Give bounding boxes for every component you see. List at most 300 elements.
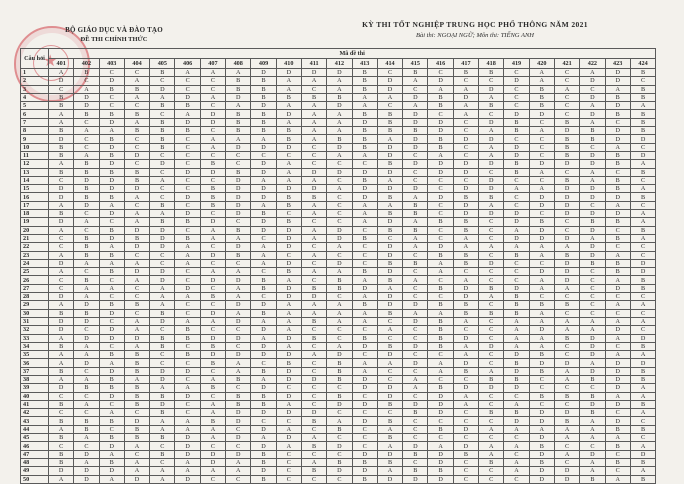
- answer-cell: B: [99, 417, 124, 425]
- answer-cell: A: [74, 458, 99, 466]
- answer-cell: D: [630, 151, 655, 159]
- answer-cell: C: [479, 77, 504, 85]
- answer-cell: B: [529, 392, 554, 400]
- answer-cell: B: [251, 276, 276, 284]
- answer-cell: D: [200, 118, 225, 126]
- answer-cell: D: [580, 226, 605, 234]
- answer-cell: B: [150, 218, 175, 226]
- answer-cell: B: [630, 375, 655, 383]
- answer-cell: C: [124, 409, 149, 417]
- answer-cell: B: [630, 367, 655, 375]
- answer-cell: D: [49, 77, 74, 85]
- answer-cell: D: [200, 110, 225, 118]
- answer-cell: C: [99, 293, 124, 301]
- answer-cell: D: [377, 475, 402, 483]
- answer-cell: D: [49, 259, 74, 267]
- answer-cell: B: [352, 176, 377, 184]
- answer-cell: A: [630, 317, 655, 325]
- answer-cell: C: [377, 409, 402, 417]
- answer-cell: C: [580, 268, 605, 276]
- answer-cell: A: [352, 93, 377, 101]
- answer-cell: C: [99, 69, 124, 77]
- answer-cell: A: [529, 317, 554, 325]
- answer-cell: C: [200, 301, 225, 309]
- answer-cell: A: [226, 69, 251, 77]
- answer-cell: D: [276, 110, 301, 118]
- answer-cell: D: [529, 160, 554, 168]
- answer-cell: A: [327, 301, 352, 309]
- answer-cell: D: [276, 284, 301, 292]
- answer-cell: D: [175, 168, 200, 176]
- answer-cell: B: [554, 118, 579, 126]
- answer-cell: B: [74, 160, 99, 168]
- question-number: 37: [21, 367, 49, 375]
- question-number: 9: [21, 135, 49, 143]
- answer-cell: A: [301, 135, 326, 143]
- answer-cell: B: [276, 359, 301, 367]
- answer-cell: A: [377, 176, 402, 184]
- answer-cell: C: [200, 243, 225, 251]
- answer-cell: C: [403, 334, 428, 342]
- answer-cell: B: [99, 193, 124, 201]
- answer-cell: C: [124, 450, 149, 458]
- answer-cell: A: [251, 243, 276, 251]
- answer-cell: D: [605, 400, 630, 408]
- answer-cell: A: [352, 201, 377, 209]
- answer-cell: C: [175, 135, 200, 143]
- answer-cell: C: [200, 475, 225, 483]
- answer-cell: C: [428, 434, 453, 442]
- answer-cell: B: [630, 93, 655, 101]
- answer-cell: C: [479, 434, 504, 442]
- answer-cell: A: [301, 268, 326, 276]
- answer-cell: C: [529, 293, 554, 301]
- answer-cell: D: [251, 193, 276, 201]
- answer-cell: D: [479, 185, 504, 193]
- answer-cell: C: [99, 342, 124, 350]
- answer-cell: D: [226, 210, 251, 218]
- answer-cell: C: [529, 143, 554, 151]
- answer-cell: D: [529, 467, 554, 475]
- table-row: [21, 102, 656, 110]
- exam-code-cell: 412: [327, 59, 352, 69]
- answer-cell: B: [453, 367, 478, 375]
- answer-cell: B: [150, 342, 175, 350]
- answer-cell: D: [276, 259, 301, 267]
- answer-cell: D: [276, 185, 301, 193]
- answer-cell: B: [377, 193, 402, 201]
- answer-cell: A: [377, 201, 402, 209]
- answer-cell: B: [428, 317, 453, 325]
- answer-cell: B: [124, 425, 149, 433]
- answer-cell: D: [554, 193, 579, 201]
- answer-cell: A: [124, 317, 149, 325]
- answer-cell: C: [175, 85, 200, 93]
- answer-cell: C: [428, 234, 453, 242]
- official-status: ĐỀ THI CHÍNH THỨC: [80, 36, 148, 43]
- answer-cell: A: [605, 334, 630, 342]
- answer-cell: A: [605, 317, 630, 325]
- answer-cell: B: [74, 69, 99, 77]
- exam-code-cell: 420: [529, 59, 554, 69]
- answer-cell: B: [377, 400, 402, 408]
- answer-cell: D: [74, 176, 99, 184]
- answer-cell: B: [200, 201, 225, 209]
- answer-cell: D: [99, 143, 124, 151]
- answer-cell: B: [150, 409, 175, 417]
- answer-cell: A: [605, 276, 630, 284]
- answer-cell: C: [605, 168, 630, 176]
- answer-cell: C: [226, 218, 251, 226]
- answer-cell: B: [479, 309, 504, 317]
- answer-cell: D: [529, 226, 554, 234]
- answer-cell: B: [49, 210, 74, 218]
- answer-cell: D: [251, 384, 276, 392]
- answer-cell: B: [605, 185, 630, 193]
- answer-cell: D: [276, 409, 301, 417]
- answer-cell: D: [403, 135, 428, 143]
- answer-cell: D: [554, 185, 579, 193]
- answer-cell: D: [554, 467, 579, 475]
- answer-cell: A: [377, 425, 402, 433]
- answer-cell: B: [403, 450, 428, 458]
- answer-cell: A: [175, 317, 200, 325]
- answer-cell: C: [200, 176, 225, 184]
- answer-cell: A: [150, 425, 175, 433]
- answer-cell: C: [301, 243, 326, 251]
- answer-cell: A: [504, 400, 529, 408]
- exam-code-cell: 405: [150, 59, 175, 69]
- answer-cell: B: [352, 85, 377, 93]
- answer-cell: C: [301, 160, 326, 168]
- answer-cell: A: [403, 309, 428, 317]
- question-number: 21: [21, 234, 49, 242]
- answer-cell: D: [580, 93, 605, 101]
- answer-cell: C: [74, 143, 99, 151]
- answer-cell: D: [200, 351, 225, 359]
- question-number: 39: [21, 384, 49, 392]
- answer-cell: C: [226, 160, 251, 168]
- answer-cell: D: [251, 301, 276, 309]
- answer-cell: D: [554, 276, 579, 284]
- answer-cell: B: [479, 409, 504, 417]
- answer-cell: B: [605, 425, 630, 433]
- answer-cell: D: [150, 268, 175, 276]
- answer-cell: B: [150, 69, 175, 77]
- answer-cell: C: [251, 359, 276, 367]
- answer-cell: C: [124, 160, 149, 168]
- answer-cell: B: [124, 176, 149, 184]
- answer-cell: A: [276, 400, 301, 408]
- answer-cell: C: [200, 85, 225, 93]
- answer-cell: B: [251, 93, 276, 101]
- answer-cell: A: [251, 135, 276, 143]
- answer-cell: C: [580, 201, 605, 209]
- table-row: [21, 317, 656, 325]
- answer-cell: B: [99, 384, 124, 392]
- question-number: 47: [21, 450, 49, 458]
- answer-cell: B: [175, 102, 200, 110]
- answer-cell: B: [377, 458, 402, 466]
- answer-cell: B: [301, 417, 326, 425]
- answer-cell: B: [99, 110, 124, 118]
- answer-cell: C: [276, 251, 301, 259]
- answer-cell: B: [74, 417, 99, 425]
- answer-cell: C: [200, 392, 225, 400]
- answer-cell: C: [377, 102, 402, 110]
- table-row: [21, 243, 656, 251]
- answer-cell: C: [352, 351, 377, 359]
- answer-cell: C: [301, 392, 326, 400]
- answer-cell: C: [529, 400, 554, 408]
- answer-cell: A: [377, 467, 402, 475]
- answer-cell: C: [175, 201, 200, 209]
- answer-cell: A: [124, 375, 149, 383]
- table-row: [21, 475, 656, 483]
- answer-cell: C: [403, 458, 428, 466]
- answer-cell: C: [453, 417, 478, 425]
- answer-cell: C: [453, 467, 478, 475]
- answer-cell: B: [605, 442, 630, 450]
- answer-cell: B: [580, 127, 605, 135]
- answer-cell: D: [99, 176, 124, 184]
- answer-cell: D: [580, 400, 605, 408]
- answer-cell: D: [605, 367, 630, 375]
- seal-star-icon: ★: [43, 53, 58, 70]
- exam-code-cell: 401: [49, 59, 74, 69]
- answer-cell: C: [504, 259, 529, 267]
- answer-cell: C: [630, 417, 655, 425]
- answer-cell: A: [150, 475, 175, 483]
- answer-cell: A: [226, 359, 251, 367]
- answer-cell: D: [554, 475, 579, 483]
- answer-cell: C: [200, 284, 225, 292]
- answer-cell: B: [479, 69, 504, 77]
- answer-cell: A: [301, 226, 326, 234]
- answer-cell: A: [49, 226, 74, 234]
- answer-cell: B: [226, 77, 251, 85]
- answer-cell: B: [276, 268, 301, 276]
- answer-cell: D: [251, 351, 276, 359]
- answer-cell: A: [352, 210, 377, 218]
- answer-cell: D: [276, 351, 301, 359]
- answer-cell: D: [377, 450, 402, 458]
- answer-cell: B: [200, 193, 225, 201]
- answer-cell: A: [428, 359, 453, 367]
- answer-cell: A: [175, 110, 200, 118]
- answer-cell: D: [99, 185, 124, 193]
- answer-cell: B: [554, 176, 579, 184]
- answer-cell: A: [580, 317, 605, 325]
- answer-cell: A: [124, 326, 149, 334]
- answer-cell: B: [301, 467, 326, 475]
- answer-cell: B: [403, 127, 428, 135]
- answer-cell: C: [327, 450, 352, 458]
- answer-cell: A: [605, 392, 630, 400]
- answer-cell: C: [175, 301, 200, 309]
- answer-cell: C: [504, 102, 529, 110]
- answer-cell: D: [377, 268, 402, 276]
- answer-cell: D: [301, 293, 326, 301]
- answer-cell: C: [301, 367, 326, 375]
- table-row: [21, 185, 656, 193]
- answer-cell: A: [580, 458, 605, 466]
- answer-cell: D: [377, 168, 402, 176]
- answer-cell: A: [99, 259, 124, 267]
- answer-cell: D: [504, 417, 529, 425]
- answer-cell: D: [226, 351, 251, 359]
- answer-cell: A: [49, 110, 74, 118]
- answer-cell: C: [251, 293, 276, 301]
- answer-cell: A: [479, 127, 504, 135]
- answer-cell: A: [630, 467, 655, 475]
- table-row: [21, 458, 656, 466]
- question-number: 19: [21, 218, 49, 226]
- answer-cell: A: [605, 351, 630, 359]
- answer-cell: B: [504, 375, 529, 383]
- answer-cell: C: [605, 226, 630, 234]
- answer-cell: B: [630, 425, 655, 433]
- answer-cell: A: [124, 118, 149, 126]
- answer-cell: A: [580, 234, 605, 242]
- answer-cell: A: [403, 77, 428, 85]
- answer-cell: B: [276, 193, 301, 201]
- answer-cell: A: [428, 151, 453, 159]
- answer-cell: D: [630, 450, 655, 458]
- answer-cell: C: [74, 210, 99, 218]
- answer-cell: D: [605, 417, 630, 425]
- answer-cell: B: [428, 467, 453, 475]
- question-number: 28: [21, 293, 49, 301]
- answer-cell: C: [453, 77, 478, 85]
- answer-cell: B: [453, 301, 478, 309]
- answer-cell: B: [99, 226, 124, 234]
- answer-cell: B: [580, 409, 605, 417]
- answer-cell: C: [276, 417, 301, 425]
- answer-cell: D: [352, 193, 377, 201]
- answer-cell: C: [352, 392, 377, 400]
- answer-cell: C: [554, 442, 579, 450]
- table-row: [21, 251, 656, 259]
- answer-cell: C: [453, 458, 478, 466]
- answer-cell: A: [226, 309, 251, 317]
- answer-cell: C: [504, 392, 529, 400]
- answer-cell: A: [403, 276, 428, 284]
- answer-cell: B: [554, 417, 579, 425]
- answer-cell: A: [529, 127, 554, 135]
- table-row: [21, 234, 656, 242]
- answer-cell: C: [479, 334, 504, 342]
- answer-cell: C: [554, 218, 579, 226]
- exam-code-cell: 415: [403, 59, 428, 69]
- answer-cell: D: [276, 69, 301, 77]
- answer-cell: C: [124, 143, 149, 151]
- answer-cell: A: [580, 467, 605, 475]
- answer-cell: B: [352, 301, 377, 309]
- answer-cell: D: [150, 400, 175, 408]
- answer-cell: A: [226, 102, 251, 110]
- answer-cell: C: [605, 342, 630, 350]
- answer-cell: C: [49, 392, 74, 400]
- answer-cell: C: [377, 234, 402, 242]
- answer-cell: A: [175, 458, 200, 466]
- answer-cell: D: [150, 367, 175, 375]
- answer-cell: A: [74, 259, 99, 267]
- answer-cell: B: [352, 69, 377, 77]
- answer-cell: B: [504, 168, 529, 176]
- exam-code-cell: 413: [352, 59, 377, 69]
- answer-cell: D: [428, 168, 453, 176]
- answer-cell: C: [554, 168, 579, 176]
- answer-cell: C: [150, 458, 175, 466]
- answer-cell: D: [605, 135, 630, 143]
- question-number: 43: [21, 417, 49, 425]
- answer-cell: D: [580, 151, 605, 159]
- answer-cell: D: [175, 193, 200, 201]
- answer-cell: D: [352, 400, 377, 408]
- answer-cell: A: [352, 218, 377, 226]
- exam-subject: Bài thi: NGOẠI NGỮ; Môn thi: TIẾNG ANH: [416, 32, 534, 39]
- answer-cell: B: [453, 69, 478, 77]
- answer-cell: D: [377, 251, 402, 259]
- answer-cell: D: [74, 467, 99, 475]
- answer-cell: D: [251, 160, 276, 168]
- answer-cell: A: [377, 359, 402, 367]
- answer-cell: B: [529, 102, 554, 110]
- answer-cell: D: [150, 234, 175, 242]
- answer-cell: B: [124, 110, 149, 118]
- answer-cell: C: [504, 176, 529, 184]
- answer-cell: A: [605, 143, 630, 151]
- answer-cell: D: [479, 210, 504, 218]
- answer-cell: B: [150, 102, 175, 110]
- answer-cell: B: [175, 351, 200, 359]
- question-number: 11: [21, 151, 49, 159]
- answer-cell: B: [74, 193, 99, 201]
- answer-cell: A: [276, 118, 301, 126]
- answer-cell: A: [150, 210, 175, 218]
- answer-cell: A: [504, 326, 529, 334]
- answer-cell: D: [403, 110, 428, 118]
- answer-cell: A: [49, 351, 74, 359]
- answer-cell: B: [124, 392, 149, 400]
- question-number: 26: [21, 276, 49, 284]
- answer-cell: D: [453, 334, 478, 342]
- answer-cell: A: [605, 251, 630, 259]
- answer-cell: C: [175, 375, 200, 383]
- answer-cell: B: [529, 218, 554, 226]
- answer-cell: A: [276, 176, 301, 184]
- answer-cell: A: [352, 367, 377, 375]
- answer-cell: D: [200, 276, 225, 284]
- answer-cell: D: [150, 317, 175, 325]
- answer-cell: D: [301, 409, 326, 417]
- answer-cell: D: [276, 434, 301, 442]
- answer-cell: A: [428, 442, 453, 450]
- answer-cell: A: [175, 384, 200, 392]
- answer-cell: C: [150, 185, 175, 193]
- table-row: [21, 326, 656, 334]
- answer-cell: D: [428, 118, 453, 126]
- answer-cell: D: [99, 334, 124, 342]
- table-row: [21, 301, 656, 309]
- answer-cell: C: [301, 384, 326, 392]
- answer-cell: B: [504, 293, 529, 301]
- answer-cell: B: [175, 334, 200, 342]
- answer-cell: B: [74, 168, 99, 176]
- answer-cell: D: [377, 185, 402, 193]
- answer-cell: D: [200, 334, 225, 342]
